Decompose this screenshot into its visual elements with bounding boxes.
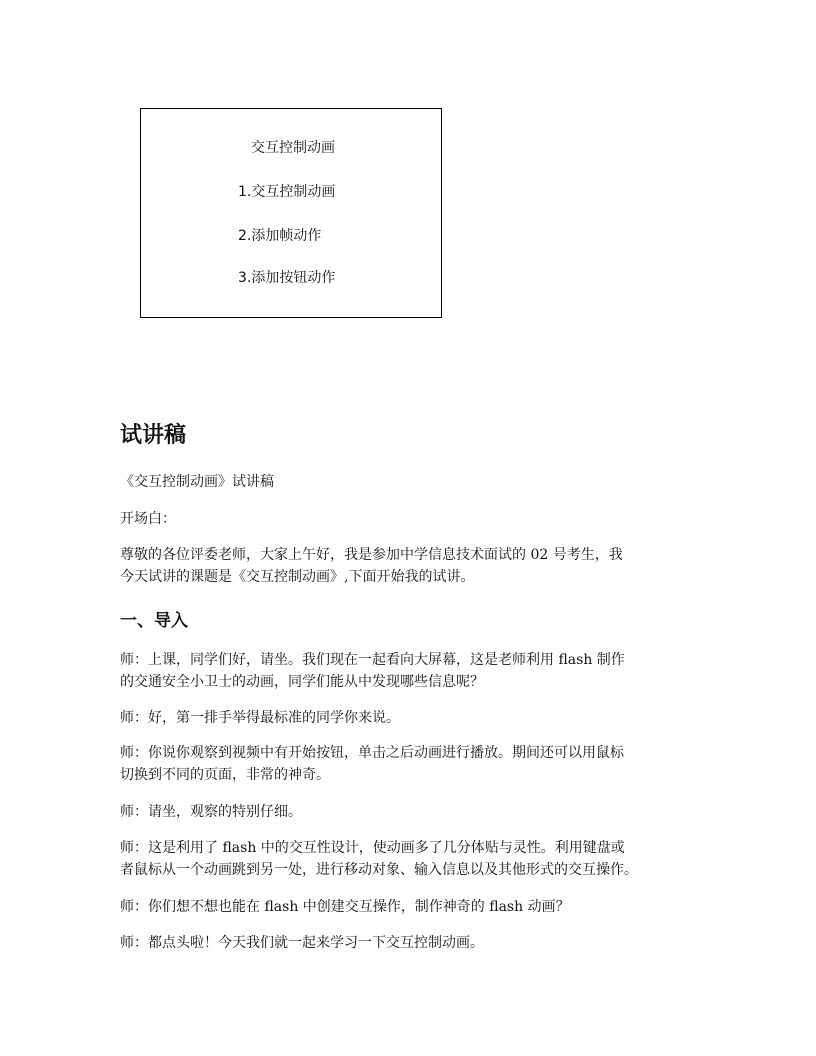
text-line: 开场白：	[120, 511, 176, 527]
text-line: 师：这是利用了 flash 中的交互性设计，使动画多了几分体贴与灵性。利用键盘或	[120, 840, 625, 856]
paragraph	[120, 932, 710, 954]
text-line: 者鼠标从一个动画跳到另一处，进行移动对象、输入信息以及其他形式的交互操作。	[120, 862, 638, 878]
text-line: 切换到不同的页面，非常的神奇。	[120, 767, 330, 783]
text-line: 师：好，第一排手举得最标准的同学你来说。	[120, 710, 400, 726]
document-title: 试讲稿	[120, 423, 187, 448]
paragraph	[120, 896, 710, 918]
text-line: 师：你说你观察到视频中有开始按钮，单击之后动画进行播放。期间还可以用鼠标	[120, 745, 624, 761]
document-subtitle	[120, 471, 710, 493]
text-line: 《交互控制动画》试讲稿	[120, 474, 274, 490]
opening-label	[120, 508, 710, 530]
text-line: 师：上课，同学们好，请坐。我们现在一起看向大屏幕，这是老师利用 flash 制作	[120, 652, 625, 668]
paragraph	[120, 649, 710, 693]
paragraph	[120, 801, 710, 823]
text-line: 的交通安全小卫士的动画，同学们能从中发现哪些信息呢？	[120, 674, 484, 690]
paragraph	[120, 837, 710, 881]
text-line: 师：请坐，观察的特别仔细。	[120, 804, 302, 820]
board-title: 交互控制动画	[251, 140, 335, 156]
section-heading: 一、导入	[120, 611, 188, 631]
paragraph	[120, 742, 710, 786]
paragraph	[120, 707, 710, 729]
text-line: 今天试讲的课题是《交互控制动画》,下面开始我的试讲。	[120, 569, 475, 585]
board-item: 1.交互控制动画	[238, 184, 336, 200]
text-line: 尊敬的各位评委老师，大家上午好，我是参加中学信息技术面试的 02 号考生，我	[120, 547, 623, 563]
board-item: 2.添加帧动作	[238, 228, 322, 244]
blackboard-outline-box	[140, 108, 442, 318]
text-line: 师：你们想不想也能在 flash 中创建交互操作，制作神奇的 flash 动画？	[120, 899, 570, 915]
opening-paragraph	[120, 544, 710, 588]
board-item: 3.添加按钮动作	[238, 270, 336, 286]
text-line: 师：都点头啦！今天我们就一起来学习一下交互控制动画。	[120, 935, 484, 951]
